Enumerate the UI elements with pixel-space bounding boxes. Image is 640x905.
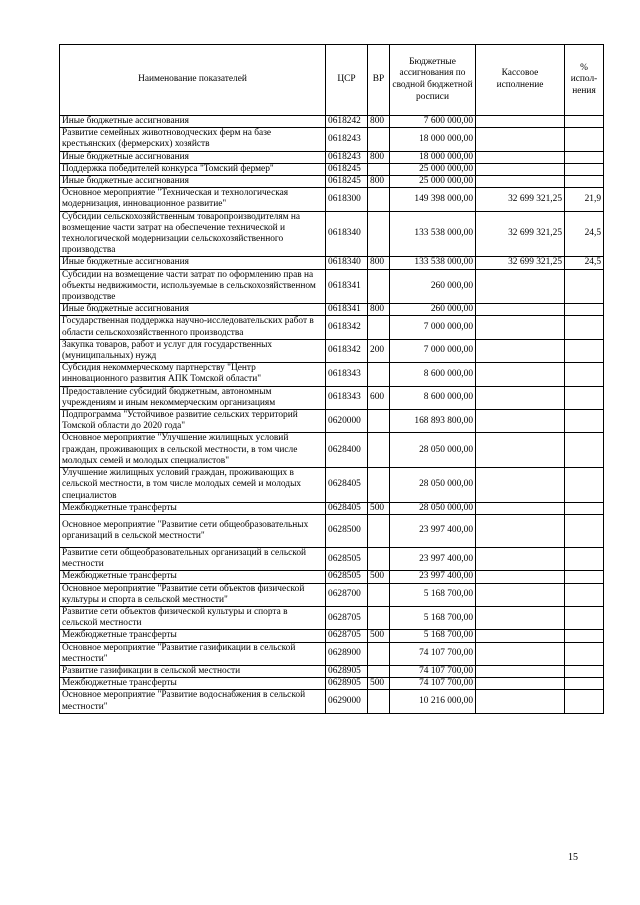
row-percent xyxy=(565,571,604,583)
row-name: Предоставление субсидий бюджетным, автономным учреждениям и иным некоммерческим организациям xyxy=(60,386,326,409)
header-cash-execution: Кассовое исполнение xyxy=(476,45,565,116)
row-vr: 500 xyxy=(368,678,390,690)
table-row xyxy=(60,211,604,257)
row-csr: 0618343 xyxy=(326,363,368,386)
row-percent: 24,5 xyxy=(565,257,604,269)
row-vr xyxy=(368,690,390,713)
row-amount: 28 050 000,00 xyxy=(390,433,476,468)
row-name: Закупка товаров, работ и услуг для государственных (муниципальных) нужд xyxy=(60,339,326,362)
row-amount: 5 168 700,00 xyxy=(390,630,476,642)
row-cash: 32 699 321,25 xyxy=(476,257,565,269)
row-csr: 0628505 xyxy=(326,571,368,583)
row-name: Улучшение жилищных условий граждан, проживающих в сельской местности, в том числе молодых семей и молодых специалистов xyxy=(60,468,326,503)
row-amount: 8 600 000,00 xyxy=(390,363,476,386)
row-cash xyxy=(476,363,565,386)
row-amount: 10 216 000,00 xyxy=(390,690,476,713)
table-row xyxy=(60,665,604,677)
table-row xyxy=(60,514,604,547)
row-csr: 0618342 xyxy=(326,316,368,339)
row-name: Иные бюджетные ассигнования xyxy=(60,151,326,163)
row-percent xyxy=(565,410,604,433)
row-cash xyxy=(476,316,565,339)
row-name: Основное мероприятие "Развитие сети объектов физической культуры и спорта в сельской местности" xyxy=(60,583,326,606)
row-cash xyxy=(476,176,565,188)
row-cash xyxy=(476,269,565,304)
row-cash xyxy=(476,678,565,690)
row-cash xyxy=(476,642,565,665)
row-percent xyxy=(565,304,604,316)
row-name: Развитие сети общеобразовательных организаций в сельской местности xyxy=(60,547,326,570)
row-percent xyxy=(565,128,604,151)
row-percent xyxy=(565,547,604,570)
row-percent xyxy=(565,630,604,642)
row-percent xyxy=(565,339,604,362)
header-row xyxy=(60,45,604,116)
table-row xyxy=(60,188,604,211)
row-vr xyxy=(368,547,390,570)
row-csr: 0618245 xyxy=(326,163,368,175)
row-csr: 0618242 xyxy=(326,116,368,128)
row-name: Субсидия некоммерческому партнерству "Центр инновационного развития АПК Томской области" xyxy=(60,363,326,386)
row-percent xyxy=(565,163,604,175)
row-csr: 0628405 xyxy=(326,468,368,503)
row-csr: 0628905 xyxy=(326,665,368,677)
row-amount: 260 000,00 xyxy=(390,304,476,316)
row-cash xyxy=(476,690,565,713)
row-name: Иные бюджетные ассигнования xyxy=(60,304,326,316)
row-percent xyxy=(565,468,604,503)
row-amount: 74 107 700,00 xyxy=(390,665,476,677)
row-name: Межбюджетные трансферты xyxy=(60,630,326,642)
row-name: Межбюджетные трансферты xyxy=(60,571,326,583)
row-vr xyxy=(368,363,390,386)
row-vr: 800 xyxy=(368,304,390,316)
row-amount: 133 538 000,00 xyxy=(390,257,476,269)
row-csr: 0618341 xyxy=(326,269,368,304)
row-amount: 168 893 800,00 xyxy=(390,410,476,433)
row-percent xyxy=(565,151,604,163)
row-cash xyxy=(476,606,565,629)
row-amount: 23 997 400,00 xyxy=(390,514,476,547)
row-vr: 500 xyxy=(368,630,390,642)
row-percent xyxy=(565,665,604,677)
table-row xyxy=(60,176,604,188)
row-amount: 28 050 000,00 xyxy=(390,468,476,503)
row-amount: 28 050 000,00 xyxy=(390,502,476,514)
row-cash xyxy=(476,116,565,128)
row-percent xyxy=(565,606,604,629)
row-cash xyxy=(476,514,565,547)
row-cash xyxy=(476,583,565,606)
row-name: Подпрограмма "Устойчивое развитие сельских территорий Томской области до 2020 года" xyxy=(60,410,326,433)
table-row xyxy=(60,386,604,409)
row-vr: 200 xyxy=(368,339,390,362)
row-amount: 7 600 000,00 xyxy=(390,116,476,128)
row-amount: 18 000 000,00 xyxy=(390,151,476,163)
table-row xyxy=(60,151,604,163)
row-vr xyxy=(368,188,390,211)
row-vr xyxy=(368,583,390,606)
row-csr: 0629000 xyxy=(326,690,368,713)
row-csr: 0618340 xyxy=(326,211,368,257)
row-amount: 5 168 700,00 xyxy=(390,583,476,606)
row-csr: 0618300 xyxy=(326,188,368,211)
row-percent xyxy=(565,176,604,188)
row-name: Развитие сети объектов физической культуры и спорта в сельской местности xyxy=(60,606,326,629)
row-percent: 21,9 xyxy=(565,188,604,211)
row-name: Основное мероприятие "Техническая и технологическая модернизация, инновационное развитие" xyxy=(60,188,326,211)
row-csr: 0628500 xyxy=(326,514,368,547)
table-row xyxy=(60,433,604,468)
table-row xyxy=(60,410,604,433)
row-vr: 800 xyxy=(368,176,390,188)
row-percent xyxy=(565,363,604,386)
table-row xyxy=(60,690,604,713)
row-csr: 0628705 xyxy=(326,606,368,629)
row-amount: 23 997 400,00 xyxy=(390,547,476,570)
table-row xyxy=(60,363,604,386)
row-name: Развитие газификации в сельской местности xyxy=(60,665,326,677)
row-name: Иные бюджетные ассигнования xyxy=(60,116,326,128)
row-percent xyxy=(565,690,604,713)
row-amount: 25 000 000,00 xyxy=(390,163,476,175)
header-vr: ВР xyxy=(368,45,390,116)
table-row xyxy=(60,316,604,339)
row-percent xyxy=(565,316,604,339)
table-row xyxy=(60,257,604,269)
row-cash xyxy=(476,547,565,570)
row-name: Основное мероприятие "Развитие газификации в сельской местности" xyxy=(60,642,326,665)
row-csr: 0618243 xyxy=(326,128,368,151)
row-amount: 23 997 400,00 xyxy=(390,571,476,583)
row-vr: 800 xyxy=(368,257,390,269)
row-name: Субсидии на возмещение части затрат по оформлению прав на объекты недвижимости, используемые в сельскохозяйственном производстве xyxy=(60,269,326,304)
row-cash: 32 699 321,25 xyxy=(476,188,565,211)
row-cash xyxy=(476,339,565,362)
row-amount: 74 107 700,00 xyxy=(390,678,476,690)
row-cash xyxy=(476,151,565,163)
row-percent xyxy=(565,514,604,547)
row-amount: 74 107 700,00 xyxy=(390,642,476,665)
row-amount: 7 000 000,00 xyxy=(390,339,476,362)
row-csr: 0628900 xyxy=(326,642,368,665)
row-csr: 0618340 xyxy=(326,257,368,269)
row-name: Основное мероприятие "Развитие сети общеобразовательных организаций в сельской местности" xyxy=(60,514,326,547)
row-amount: 133 538 000,00 xyxy=(390,211,476,257)
table-row xyxy=(60,339,604,362)
row-vr xyxy=(368,665,390,677)
row-percent xyxy=(565,502,604,514)
row-amount: 7 000 000,00 xyxy=(390,316,476,339)
row-csr: 0618245 xyxy=(326,176,368,188)
table-row xyxy=(60,571,604,583)
row-vr xyxy=(368,642,390,665)
row-csr: 0628505 xyxy=(326,547,368,570)
row-amount: 149 398 000,00 xyxy=(390,188,476,211)
table-row xyxy=(60,642,604,665)
page-number: 15 xyxy=(568,852,578,863)
row-cash: 32 699 321,25 xyxy=(476,211,565,257)
table-row xyxy=(60,678,604,690)
row-percent: 24,5 xyxy=(565,211,604,257)
row-percent xyxy=(565,386,604,409)
table-row xyxy=(60,468,604,503)
row-vr: 600 xyxy=(368,386,390,409)
table-row xyxy=(60,502,604,514)
row-cash xyxy=(476,630,565,642)
row-vr xyxy=(368,468,390,503)
row-cash xyxy=(476,571,565,583)
row-percent xyxy=(565,642,604,665)
table-row xyxy=(60,128,604,151)
row-csr: 0618342 xyxy=(326,339,368,362)
row-csr: 0628700 xyxy=(326,583,368,606)
row-csr: 0628705 xyxy=(326,630,368,642)
row-vr xyxy=(368,606,390,629)
table-row xyxy=(60,630,604,642)
row-percent xyxy=(565,678,604,690)
table-body xyxy=(60,116,604,714)
row-cash xyxy=(476,128,565,151)
row-cash xyxy=(476,502,565,514)
row-name: Поддержка победителей конкурса "Томский фермер" xyxy=(60,163,326,175)
row-cash xyxy=(476,433,565,468)
row-name: Государственная поддержка научно-исследовательских работ в области сельскохозяйственного производства xyxy=(60,316,326,339)
row-csr: 0628905 xyxy=(326,678,368,690)
table-row xyxy=(60,583,604,606)
table-row xyxy=(60,606,604,629)
row-csr: 0618343 xyxy=(326,386,368,409)
row-vr xyxy=(368,211,390,257)
row-amount: 260 000,00 xyxy=(390,269,476,304)
row-vr: 500 xyxy=(368,571,390,583)
row-vr: 800 xyxy=(368,116,390,128)
row-cash xyxy=(476,410,565,433)
table-row xyxy=(60,547,604,570)
row-name: Основное мероприятие "Развитие водоснабжения в сельской местности" xyxy=(60,690,326,713)
table-row xyxy=(60,116,604,128)
row-cash xyxy=(476,665,565,677)
row-cash xyxy=(476,468,565,503)
table-row xyxy=(60,163,604,175)
row-name: Развитие семейных животноводческих ферм на базе крестьянских (фермерских) хозяйств xyxy=(60,128,326,151)
header-percent: % испол-нения xyxy=(565,45,604,116)
row-amount: 5 168 700,00 xyxy=(390,606,476,629)
row-csr: 0620000 xyxy=(326,410,368,433)
row-name: Межбюджетные трансферты xyxy=(60,678,326,690)
table-row xyxy=(60,304,604,316)
table-row xyxy=(60,269,604,304)
row-amount: 8 600 000,00 xyxy=(390,386,476,409)
row-percent xyxy=(565,116,604,128)
row-amount: 25 000 000,00 xyxy=(390,176,476,188)
row-vr xyxy=(368,514,390,547)
row-cash xyxy=(476,304,565,316)
row-name: Основное мероприятие "Улучшение жилищных условий граждан, проживающих в сельской местности, в том числе молодых семей и молодых специалистов" xyxy=(60,433,326,468)
row-name: Межбюджетные трансферты xyxy=(60,502,326,514)
header-name: Наименование показателей xyxy=(60,45,326,116)
table-header xyxy=(60,45,604,116)
row-amount: 18 000 000,00 xyxy=(390,128,476,151)
header-csr: ЦСР xyxy=(326,45,368,116)
row-csr: 0618341 xyxy=(326,304,368,316)
budget-table xyxy=(59,44,604,714)
row-name: Иные бюджетные ассигнования xyxy=(60,176,326,188)
row-name: Иные бюджетные ассигнования xyxy=(60,257,326,269)
row-csr: 0618243 xyxy=(326,151,368,163)
row-name: Субсидии сельскохозяйственным товаропроизводителям на возмещение части затрат на обеспечение технической и технологической модернизации сельскохозяйственного производства xyxy=(60,211,326,257)
row-csr: 0628405 xyxy=(326,502,368,514)
row-vr xyxy=(368,269,390,304)
row-vr xyxy=(368,316,390,339)
header-assignments: Бюджетные ассигнования по сводной бюджетной росписи xyxy=(390,45,476,116)
row-cash xyxy=(476,163,565,175)
row-percent xyxy=(565,433,604,468)
row-vr: 500 xyxy=(368,502,390,514)
row-vr: 800 xyxy=(368,151,390,163)
row-csr: 0628400 xyxy=(326,433,368,468)
row-percent xyxy=(565,583,604,606)
row-cash xyxy=(476,386,565,409)
row-vr xyxy=(368,163,390,175)
row-vr xyxy=(368,410,390,433)
row-vr xyxy=(368,433,390,468)
row-percent xyxy=(565,269,604,304)
row-vr xyxy=(368,128,390,151)
